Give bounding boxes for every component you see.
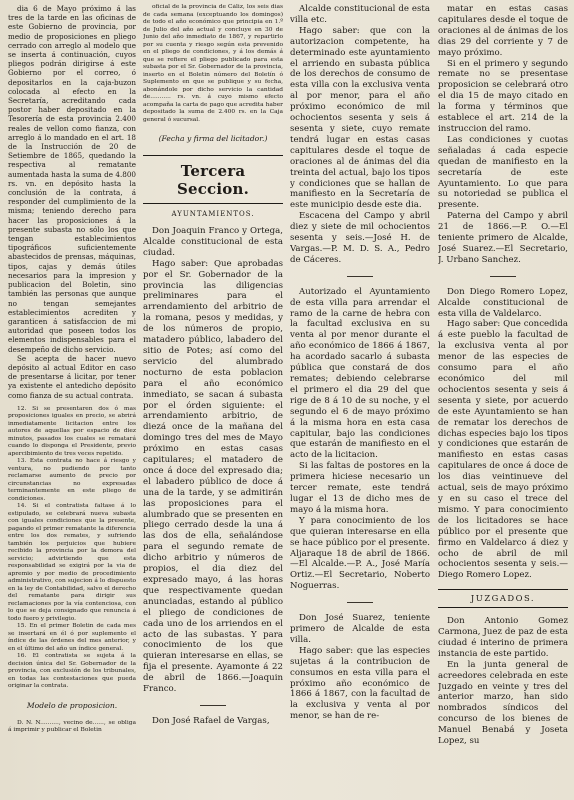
divider — [347, 602, 373, 603]
court-section-title: JUZGADOS. — [438, 589, 568, 608]
notice-heading: Don José Rafael de Vargas, — [152, 715, 270, 726]
paragraph: matar en estas casas capitulares desde el toque de oraciones al de ánimas de los dias 29 del corriente y 7 de mayo próximo. — [438, 4, 568, 58]
paragraph: Si en el primero y segundo remate no se presentase proposicion se celebrará otro el dia 15 de mayo citado en la forma y términos que establece el art. 214 de la instruccion del ramo. — [438, 58, 568, 134]
clause-13: 13. Esta contrata no hace á riesgo y ventura, no pudiendo por tanto reclamarse aumento de precio por circunstancias no expresadas terminantemente en este pliego de condiciones. — [8, 458, 136, 502]
paragraph: Y para conocimiento de los que quieran interesarse en ella se hace público por el presente. Aljaraque 18 de abril de 1866.—El Alcalde.—P. A., José María Ortiz.—El Secretario, Noberto Noguerras. — [290, 515, 430, 592]
clause-15: 15. En el primer Boletin de cada mes se insertará en él ó por suplemento el índice de las órdenes del mes anterior, y en el último del año un índice general. — [8, 623, 136, 652]
notice-body: Hago saber: Que aprobadas por el Sr. Gobernador de la provincia las diligencias preliminares para el arrendamiento del arbitrio de la romana, pesos y medidas, y de los números de propio, matadero público, labadero del sitio de Potes; así como del servicio del alumbrado nocturno de esta poblacion para el año económico inmediato, se sacan á subasta por el órden siguiente: el arrendamiento arbitrio, de diezá once de la mañana del domingo tres del mes de Mayo próximo en estas casas capitulares; el matadero de once á doce del expresado dia; el labadero público de doce á una de la tarde, y se admitirán las proposiciones para el alumbrado que se presenten en pliego cerrado desde la una á las dos de ella, señalándose para el segundo remate de dicho arbitrio y números de propios, el dia diez del expresado mayo, á las horas que respectivamente quedan anunciadas, estando al público el pliego de condiciones de cada uno de los arriendos en el acto de las subastas. Y para conocimiento de los que quieran interesarse en ellas, se fija el presente. Ayamonte á 22 de abril de 1866.—Joaquin Franco. — [143, 258, 283, 695]
paragraph: Hago saber: que las especies sujetas á la contribucion de consumos en esta villa para el próximo año económico de 1866 á 1867, con la facultad de la exclusiva y venta al por menor, se han de re- — [290, 645, 430, 722]
model-text: D. N. N.........., vecino de......, se obliga á imprimir y publicar el Boletin — [8, 719, 136, 734]
paragraph: Se acepta de hacer nuevo depósito al actual Editor en caso de presentarse á licitar, por tener ya existente el antedicho depósito como fianza de su actual contrata. — [8, 353, 136, 400]
clause-12: 12. Si se presentaren dos ó mas proposiciones iguales en precio, se abrirá inmediatamente licitacion entre los autores de aquellas por espacio de diez minutos, pasados los cuales se rematará cuando lo disponga el Presidente, previo apercibimiento de tres veces repetido. — [8, 405, 136, 457]
notice-heading: Don Antonio Gomez Carmona, Juez de paz de esta ciudad é interino de primera instancia de este partido. — [438, 616, 568, 659]
notice-heading: Don José Suarez, teniente primero de Alcalde de esta villa. — [290, 613, 430, 645]
divider — [490, 276, 516, 277]
model-title: Modelo de proposicion. — [26, 700, 118, 710]
column-2 — [143, 4, 283, 798]
paragraph: Paterna del Campo y abril 21 de 1866.—P. O.—El teniente primero de Alcalde, José Suarez.—El Secretario, J. Urbano Sanchez. — [438, 211, 568, 265]
clause-14: 14. Si el contratista faltase á lo estipulado, se celebrará nueva subasta con iguales condiciones que la presente, pagando el primer rematante la diferencia entre los dos remates, y sufriendo también los perjuicios que hubiere recibido la provincia por la demora del servicio; advirtiendo que esta responsabilidad se exigirá por la via de apremio y por medio de procedimiento administrativo, con sujecion á lo dispuesto en la ley de Contabilidad, salvo el derecho del rematante para dirigir sus reclamaciones por la vía contenciosa, con lo que se deja consignado que renuncia á todo fuero y privilegio. — [8, 503, 136, 622]
divider — [347, 276, 373, 277]
paragraph: Hago saber: Que concedida á este pueblo la facultad de la exclusiva venta al por menor de las especies de consumo para el año económico del mil ochocientos sesenta y seis á sesenta y siete, por acuerdo de este Ayuntamiento se han de rematar los derechos de dichas especies bajo los tipos y condiciones que estarán de manifiesto en estas casas capitulares de once á doce de los dias veintinueve del actual, seis de mayo próximo y en su caso el trece del mismo. Y para conocimiento de los licitadores se hace público por el presente que firmo en Valdelarco á diez y ocho de abril de mil ochocientos sesenta y seis.—Diego Romero Lopez. — [438, 319, 568, 581]
column-4 — [438, 4, 568, 798]
clause-16: 16. El contratista se sujeta á la decision única del Sr. Gobernador de la provincia, con exclusión de los tribunales, en todas las contestaciones que pueda originar la contrata. — [8, 653, 136, 690]
notice-heading: Don Joaquin Franco y Ortega, Alcalde constitucional de esta ciudad. — [143, 226, 283, 258]
subsection-title: AYUNTAMIENTOS. — [171, 210, 255, 218]
notice-heading: Don Diego Romero Lopez, Alcalde constitucional de esta villa de Valdelarco. — [438, 286, 568, 319]
divider — [200, 705, 226, 706]
paragraph: Alcalde constitucional de esta villa etc. — [290, 4, 430, 25]
paragraph: Si las faltas de postores en la primera hiciese necesario un tercer remate, este tendrá lugar el 13 de dicho mes de mayo á la misma hora. — [290, 461, 430, 515]
paragraph: dia 6 de Mayo próximo á las tres de la tarde en las oficinas de este Gobierno de provincia, por medio de proposiciones en pliego cerrado con arreglo al modelo que se inserta á continuación, cuyos pliegos podrán dirigirse á este Gobierno por el correo, ó depositarlos en la caja-buzon colocada al efecto en la Secretaría, acreditando cada postor haber depositado en la Tesorería de esta provincia 2.400 reales de vellon como fianza, con arreglo á lo mandado en el art. 18 de la Instrucción de 20 de Setiembre de 1865, quedando la respectiva al rematante aumentada hasta la suma de 4.800 rs. vn. en depósito hasta la conclusión de la contrata, á responder del cumplimiento de la misma; teniendo derecho para hacer las proposiciones á la presente subasta no sólo los que tengan establecimientos tipográficos suficientemente abastecidos de prensas, máquinas, tipos, cajas y demás útiles necesarios para la impresion y publicacion del Boletin, sino también las personas que aunque no tengan semejantes establecimientos acrediten y garanticen á satisfaccion de mi autoridad que poseen todos los elementos indispensables para el desempeño de dicho servicio. — [8, 4, 136, 354]
paragraph: Las condiciones y cuotas señaladas á cada especie quedan de manifiesto en la secretaría de este Ayuntamiento. Lo que para su notoriedad se publica el presente. — [438, 134, 568, 211]
paragraph: Hago saber: que con la autorizacion competente, ha determinado este ayuntamiento el arriendo en subasta pública de los derechos de consumo de esta villa con la exclusiva venta al por menor, para el año próximo económico de mil ochocientos sesenta y seis á sesenta y siete, cuyo remate tendrá lugar en estas casas capitulares desde el toque de oraciones al de ánimas del dia treinta del actual, bajo los tipos y condiciones que se hallan de manifiesto en la Secretaría de este municipio desde este dia. — [290, 25, 430, 211]
model-continuation: oficial de la provincia de Cáliz, los seis dias de cada semana (exceptuando los domingos) de todo el año económico que principia en 1.º de Julio del año actual y concluye en 30 de Junio del año inmediato de 1867, y repartirlo por su cuenta y riesgo según esta prevenido en el pliego de condiciones, y á los demás á que se refiere el pliego publicado para esta subasta por el Sr. Gobernador de la provincia, inserto en el Boletin número del Boletín ó Suplemento en que se publique y su fecha, abonándole por dicho servicio la cantidad de........... rs. vn. á cuyo mismo efecto acompaña la carta de pago que acredita haber depositado la suma de 2.400 rs. en la Caja general ó sucursal. — [143, 4, 283, 123]
paragraph: Autorizado el Ayuntamiento de esta villa para arrendar el ramo de la carne de hebra con la facultad exclusiva en su venta al por menor durante el año económico de 1866 á 1867, ha acordado sacarlo á subasta pública que constará de dos remates; debiendo celebrarse el primero el dia 29 del que rige de 8 á 10 de su noche, y el segundo el 6 de mayo próximo á la misma hora en esta casa capitular, bajo las condiciones que estarán de manifiesto en el acto de la licitacion. — [290, 286, 430, 461]
column-3 — [290, 4, 430, 798]
column-1 — [8, 4, 136, 798]
signature-note: (Fecha y firma del licitador.) — [158, 134, 268, 143]
section-title: Tercera Seccion. — [143, 155, 283, 204]
paragraph: En la junta general de acreedores celebrada en este Juzgado en veinte y tres del anterior marzo, han sido nombrados síndicos del concurso de los bienes de Manuel Benabá y Joseta Lopez, su — [438, 659, 568, 747]
paragraph: Escacena del Campo y abril diez y siete de mil ochocientos sesenta y seis.—José H. de Vargas.—P. M. D. S. A., Pedro de Cáceres. — [290, 211, 430, 265]
